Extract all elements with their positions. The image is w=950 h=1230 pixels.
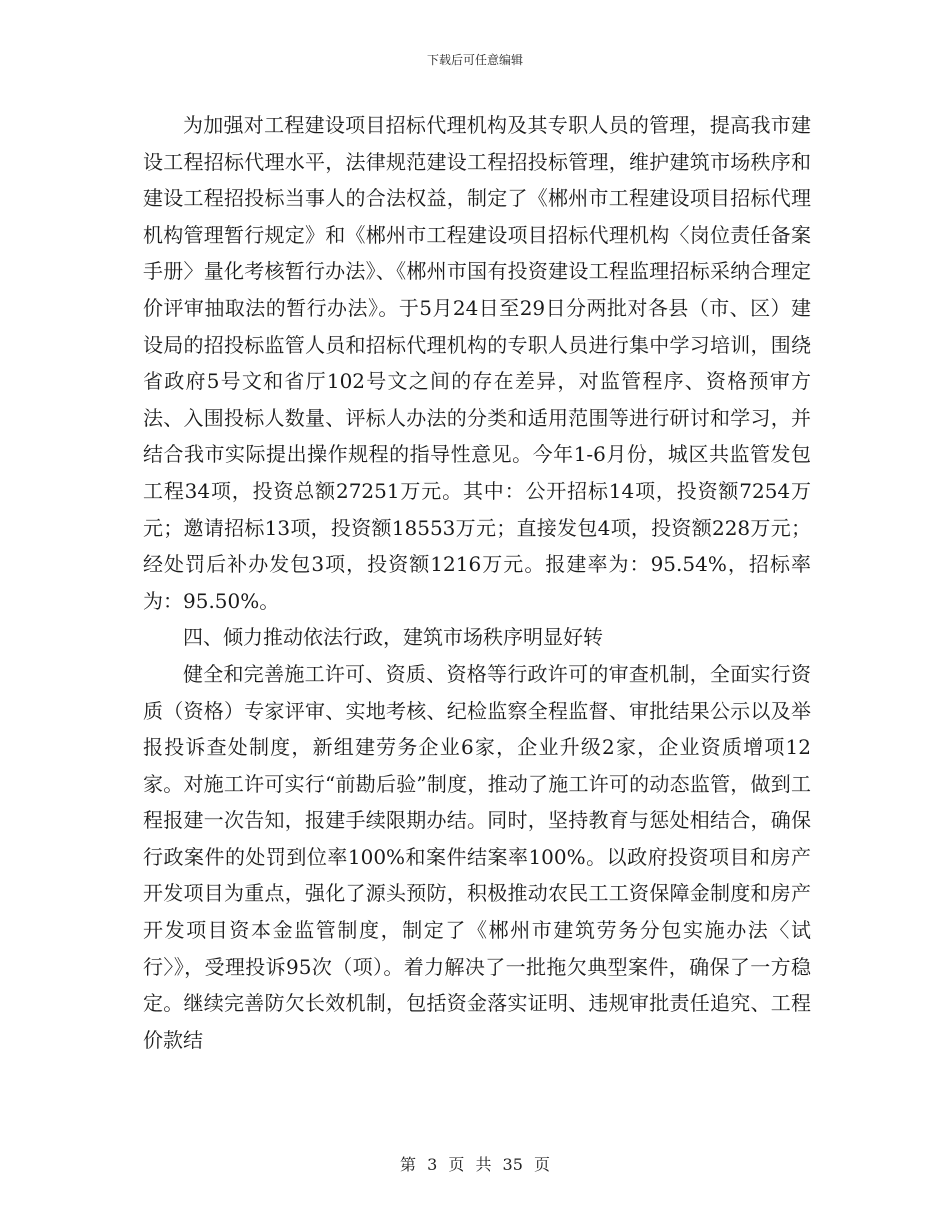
section-heading: 四、倾力推动依法行政，建筑市场秩序明显好转 — [183, 625, 603, 650]
page-number: 第 3 页 共 35 页 — [400, 1155, 550, 1174]
paragraph-administrative-licensing: 健全和完善施工许可、资质、资格等行政许可的审查机制，全面实行资质（资格）专家评审、实地考核、纪检监察全程监督、审批结果公示以及举报投诉查处制度，新组建劳务企业6家，企业升级2家，企业资质增项12家。对施工许可实行“前勘后验”制度，推动了施工许可的动态监管，做到工程报建一次告知，报建手续限期办结。同时，坚持教育与惩处相结合，确保行政案件的处罚到位率100%和案件结案率100%。以政府投资项目和房产开发项目为重点，强化了源头预防，积极推动农民工工资保障金制度和房产开发项目资本金监管制度，制定了《郴州市建筑劳务分包实施办法〈试行〉》，受理投诉95次（项）。着力解决了一批拖欠典型案件，确保了一方稳定。继续完善防欠长效机制，包括资金落实证明、违规审批责任追究、工程价款结 — [143, 661, 811, 1052]
paragraph-bidding-agency: 为加强对工程建设项目招标代理机构及其专职人员的管理，提高我市建设工程招标代理水平，法律规范建设工程招投标管理，维护建筑市场秩序和建设工程招投标当事人的合法权益，制定了《郴州市工程建设项目招标代理机构管理暂行规定》和《郴州市工程建设项目招标代理机构〈岗位责任备案手册〉量化考核暂行办法》、《郴州市国有投资建设工程监理招标采纳合理定价评审抽取法的暂行办法》。于5月24日至29日分两批对各县（市、区）建设局的招投标监管人员和招标代理机构的专职人员进行集中学习培训，围绕省政府5号文和省厅102号文之间的存在差异，对监管程序、资格预审方法、入围投标人数量、评标人办法的分类和适用范围等进行研讨和学习，并结合我市实际提出操作规程的指导性意见。今年1-6月份，城区共监管发包工程34项，投资总额27251万元。其中：公开招标14项，投资额7254万元；邀请招标13项，投资额18553万元；直接发包4项，投资额228万元；经处罚后补办发包3项，投资额1216万元。报建率为：95.54%，招标率为：95.50%。 — [143, 113, 811, 613]
document-body — [143, 107, 811, 1058]
page-header: 下载后可任意编辑 — [426, 53, 523, 67]
